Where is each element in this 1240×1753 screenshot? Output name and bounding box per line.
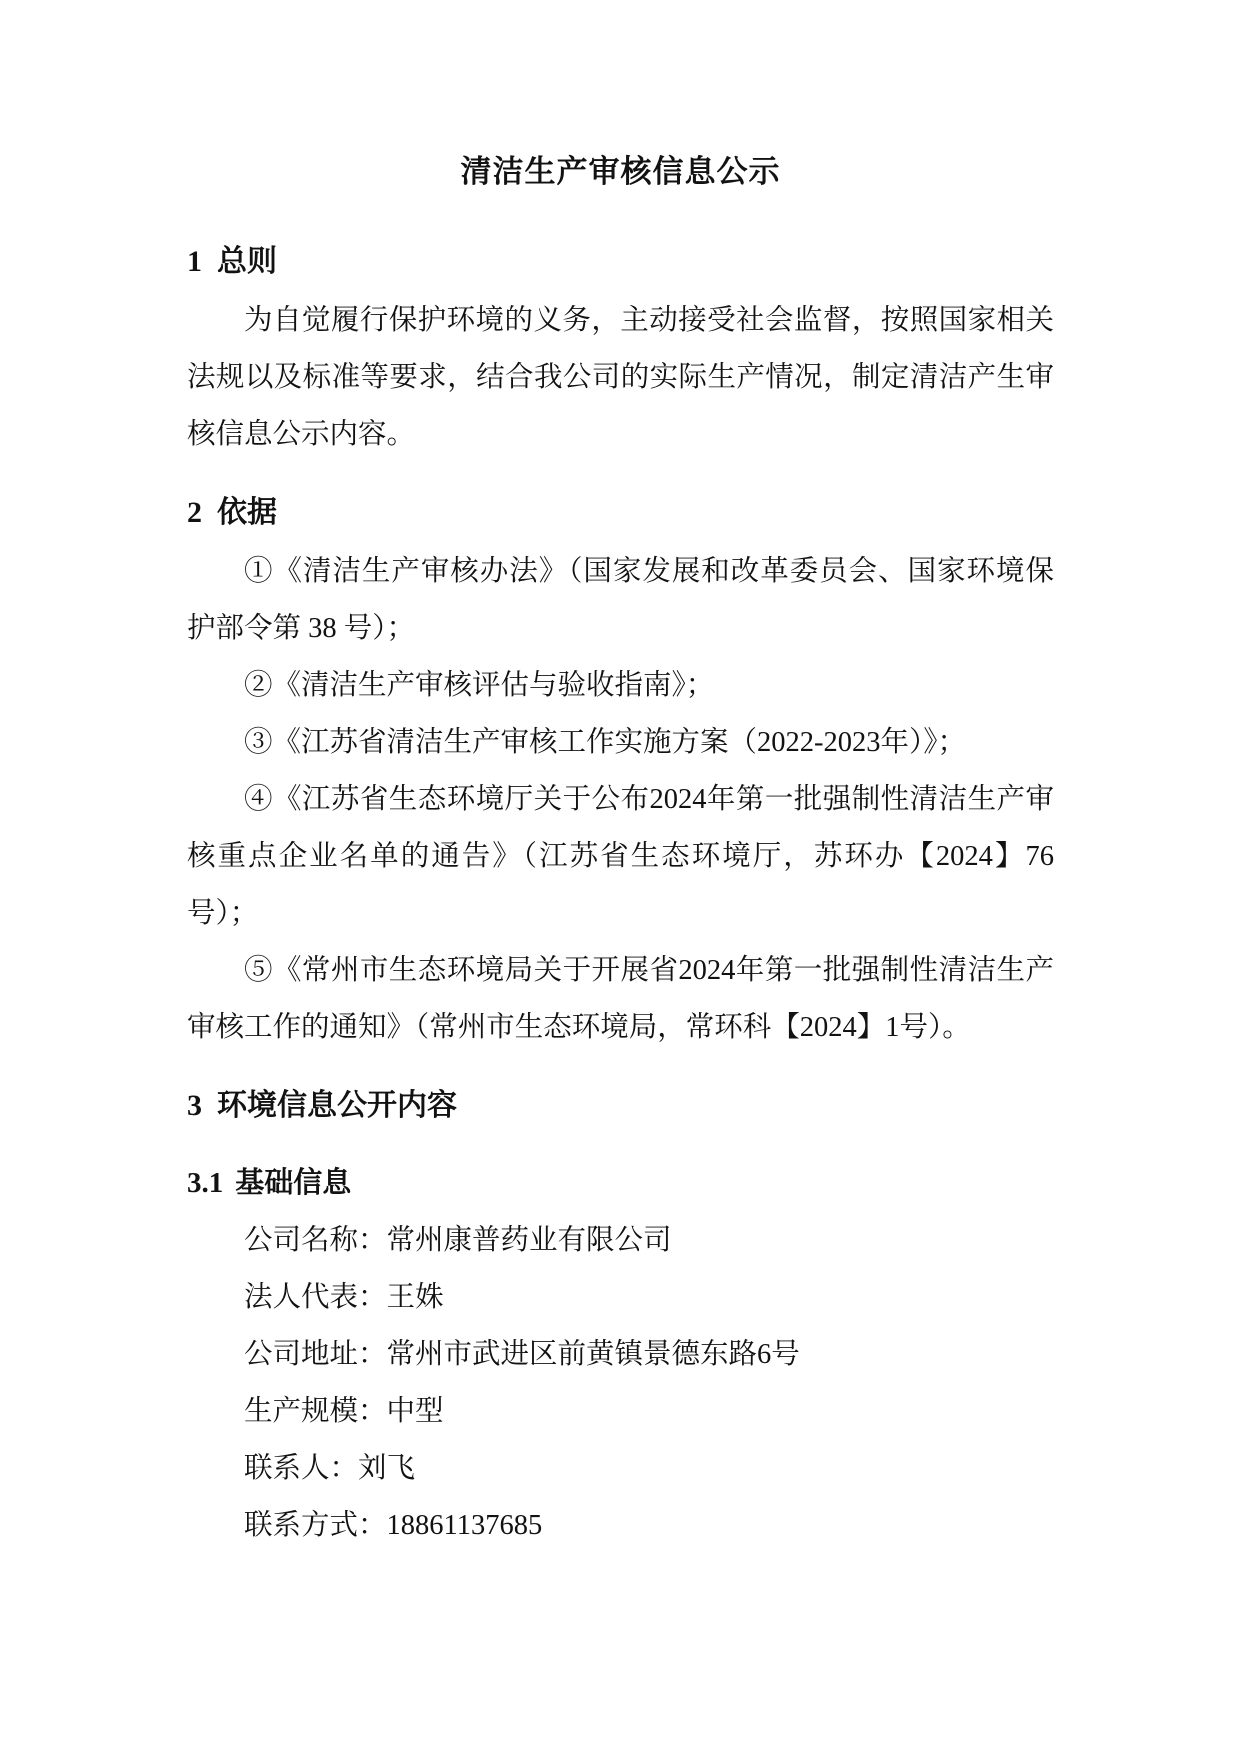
reference-item-2: ②《清洁生产审核评估与验收指南》； — [244, 670, 715, 701]
field-value-contact-person: 刘飞 — [358, 1453, 416, 1484]
field-label-contact-phone: 联系方式： — [244, 1510, 387, 1541]
field-value-company-name: 常州康普药业有限公司 — [386, 1225, 672, 1256]
info-field-legal-representative — [187, 1269, 1054, 1326]
reference-item-1: ①《清洁生产审核办法》（国家发展和改革委员会、国家环境保护部令第 38 号）； — [187, 556, 1054, 644]
section-heading-2 — [187, 491, 1054, 535]
subsection-number: 3.1 — [187, 1167, 224, 1199]
section-title: 依据 — [217, 496, 277, 529]
paragraph-general-principles: 为自觉履行保护环境的义务，主动接受社会监督，按照国家相关法规以及标准等要求，结合我公司的实际生产情况，制定清洁产生审核信息公示内容。 — [187, 305, 1054, 450]
reference-item-5: ⑤《常州市生态环境局关于开展省2024年第一批强制性清洁生产审核工作的通知》（常州市生态环境局，常环科【2024】1号）。 — [187, 955, 1054, 1043]
field-value-legal-representative: 王姝 — [386, 1282, 444, 1313]
reference-item-3: ③《江苏省清洁生产审核工作实施方案（2022-2023年）》； — [244, 727, 966, 758]
subsection-heading-3-1 — [187, 1162, 1054, 1204]
field-value-contact-phone: 18861137685 — [386, 1510, 543, 1541]
field-label-company-name: 公司名称： — [244, 1225, 387, 1256]
reference-item-4: ④《江苏省生态环境厅关于公布2024年第一批强制性清洁生产审核重点企业名单的通告》（江苏省生态环境厅，苏环办【2024】76 号）； — [187, 784, 1054, 929]
info-field-contact-phone — [187, 1497, 1054, 1554]
field-label-production-scale: 生产规模： — [244, 1396, 387, 1427]
field-value-company-address: 常州市武进区前黄镇景德东路6号 — [386, 1339, 800, 1370]
field-value-production-scale: 中型 — [386, 1396, 444, 1427]
section-title: 环境信息公开内容 — [217, 1089, 457, 1122]
field-label-company-address: 公司地址： — [244, 1339, 387, 1370]
info-field-company-address — [187, 1326, 1054, 1383]
document-title: 清洁生产审核信息公示 — [460, 154, 781, 189]
section-number: 1 — [187, 245, 202, 278]
field-label-contact-person: 联系人： — [244, 1453, 359, 1484]
subsection-title: 基础信息 — [235, 1167, 352, 1199]
field-label-legal-representative: 法人代表： — [244, 1282, 387, 1313]
section-number: 3 — [187, 1089, 202, 1122]
info-field-contact-person — [187, 1440, 1054, 1497]
section-heading-1 — [187, 240, 1054, 284]
section-number: 2 — [187, 496, 202, 529]
info-field-production-scale — [187, 1383, 1054, 1440]
info-field-company-name — [187, 1212, 1054, 1269]
section-heading-3 — [187, 1084, 1054, 1128]
section-title: 总则 — [217, 245, 277, 278]
